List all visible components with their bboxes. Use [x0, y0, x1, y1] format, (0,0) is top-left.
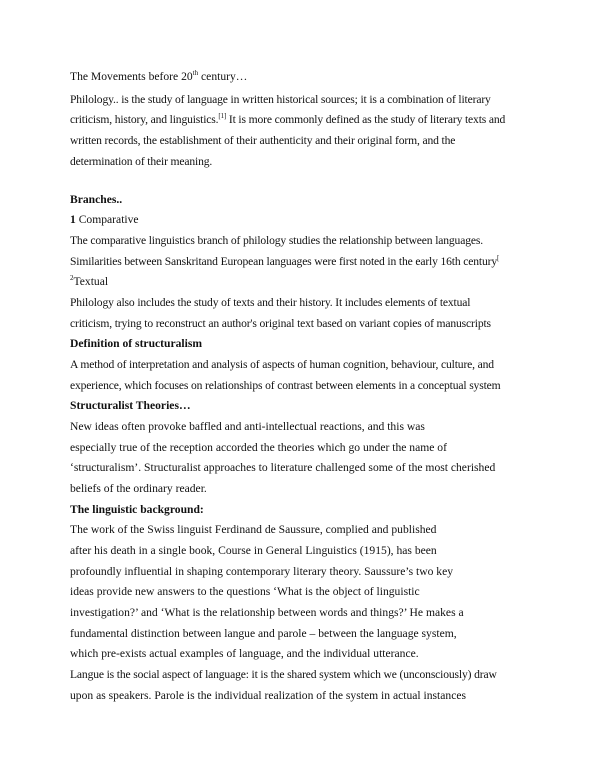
- document-heading: The Movements before 20th century…: [70, 69, 248, 83]
- branches-title: Branches..: [70, 193, 123, 206]
- textual-text-line: Philology also includes the study of texts and their history. It includes elements of textual: [70, 296, 471, 309]
- structuralist-theories-title: Structuralist Theories…: [70, 399, 191, 412]
- philology-paragraph-line: criticism, history, and linguistics.[1] It is more commonly defined as the study of literary texts and: [70, 112, 506, 126]
- linguistic-text-line: which pre-exists actual examples of language, and the individual utterance.: [70, 647, 419, 660]
- linguistic-text-line: The work of the Swiss linguist Ferdinand de Saussure, complied and published: [70, 523, 437, 536]
- philology-paragraph-line: Philology.. is the study of language in written historical sources; it is a combination of literary: [70, 93, 491, 106]
- footnote-ref: [1]: [218, 112, 227, 120]
- philology-paragraph-line: determination of their meaning.: [70, 155, 213, 168]
- comparative-text-line: Similarities between Sanskritand European languages were first noted in the early 16th century[: [70, 254, 500, 268]
- linguistic-text-line: after his death in a single book, Course in General Linguistics (1915), has been: [70, 544, 437, 557]
- philology-paragraph-line: written records, the establishment of their authenticity and their original form, and the: [70, 134, 456, 147]
- linguistic-text-line: upon as speakers. Parole is the individual realization of the system in actual instances: [70, 689, 467, 702]
- structuralism-definition-line: A method of interpretation and analysis of aspects of human cognition, behaviour, culture, and: [70, 358, 494, 371]
- comparative-text-line: The comparative linguistics branch of philology studies the relationship between languages.: [70, 234, 483, 247]
- linguistic-text-line: profoundly influential in shaping contemporary literary theory. Saussure’s two key: [70, 565, 454, 578]
- theories-text-line: ‘structuralism’. Structuralist approaches to literature challenged some of the most cherished: [70, 461, 496, 474]
- linguistic-background-title: The linguistic background:: [70, 503, 204, 516]
- structuralism-definition-title: Definition of structuralism: [70, 337, 203, 350]
- textual-label: $^2$Textual: [70, 274, 109, 288]
- theories-text-line: New ideas often provoke baffled and anti-intellectual reactions, and this was: [70, 420, 425, 433]
- theories-text-line: beliefs of the ordinary reader.: [70, 482, 207, 495]
- structuralism-definition-line: experience, which focuses on relationships of contrast between elements in a conceptual system: [70, 379, 501, 392]
- comparative-label: 1 Comparative: [70, 213, 139, 226]
- footnote-ref: [: [496, 254, 500, 262]
- linguistic-text-line: ideas provide new answers to the questions ‘What is the object of linguistic: [70, 585, 420, 598]
- linguistic-text-line: fundamental distinction between langue and parole – between the language system,: [70, 627, 457, 640]
- theories-text-line: especially true of the reception accorded the theories which go under the name of: [70, 441, 447, 454]
- linguistic-text-line: investigation?’ and ‘What is the relationship between words and things?’ He makes a: [70, 606, 464, 619]
- textual-text-line: criticism, trying to reconstruct an author's original text based on variant copies of manuscripts: [70, 317, 491, 330]
- linguistic-text-line: Langue is the social aspect of language: it is the shared system which we (unconsciously) draw: [70, 668, 497, 681]
